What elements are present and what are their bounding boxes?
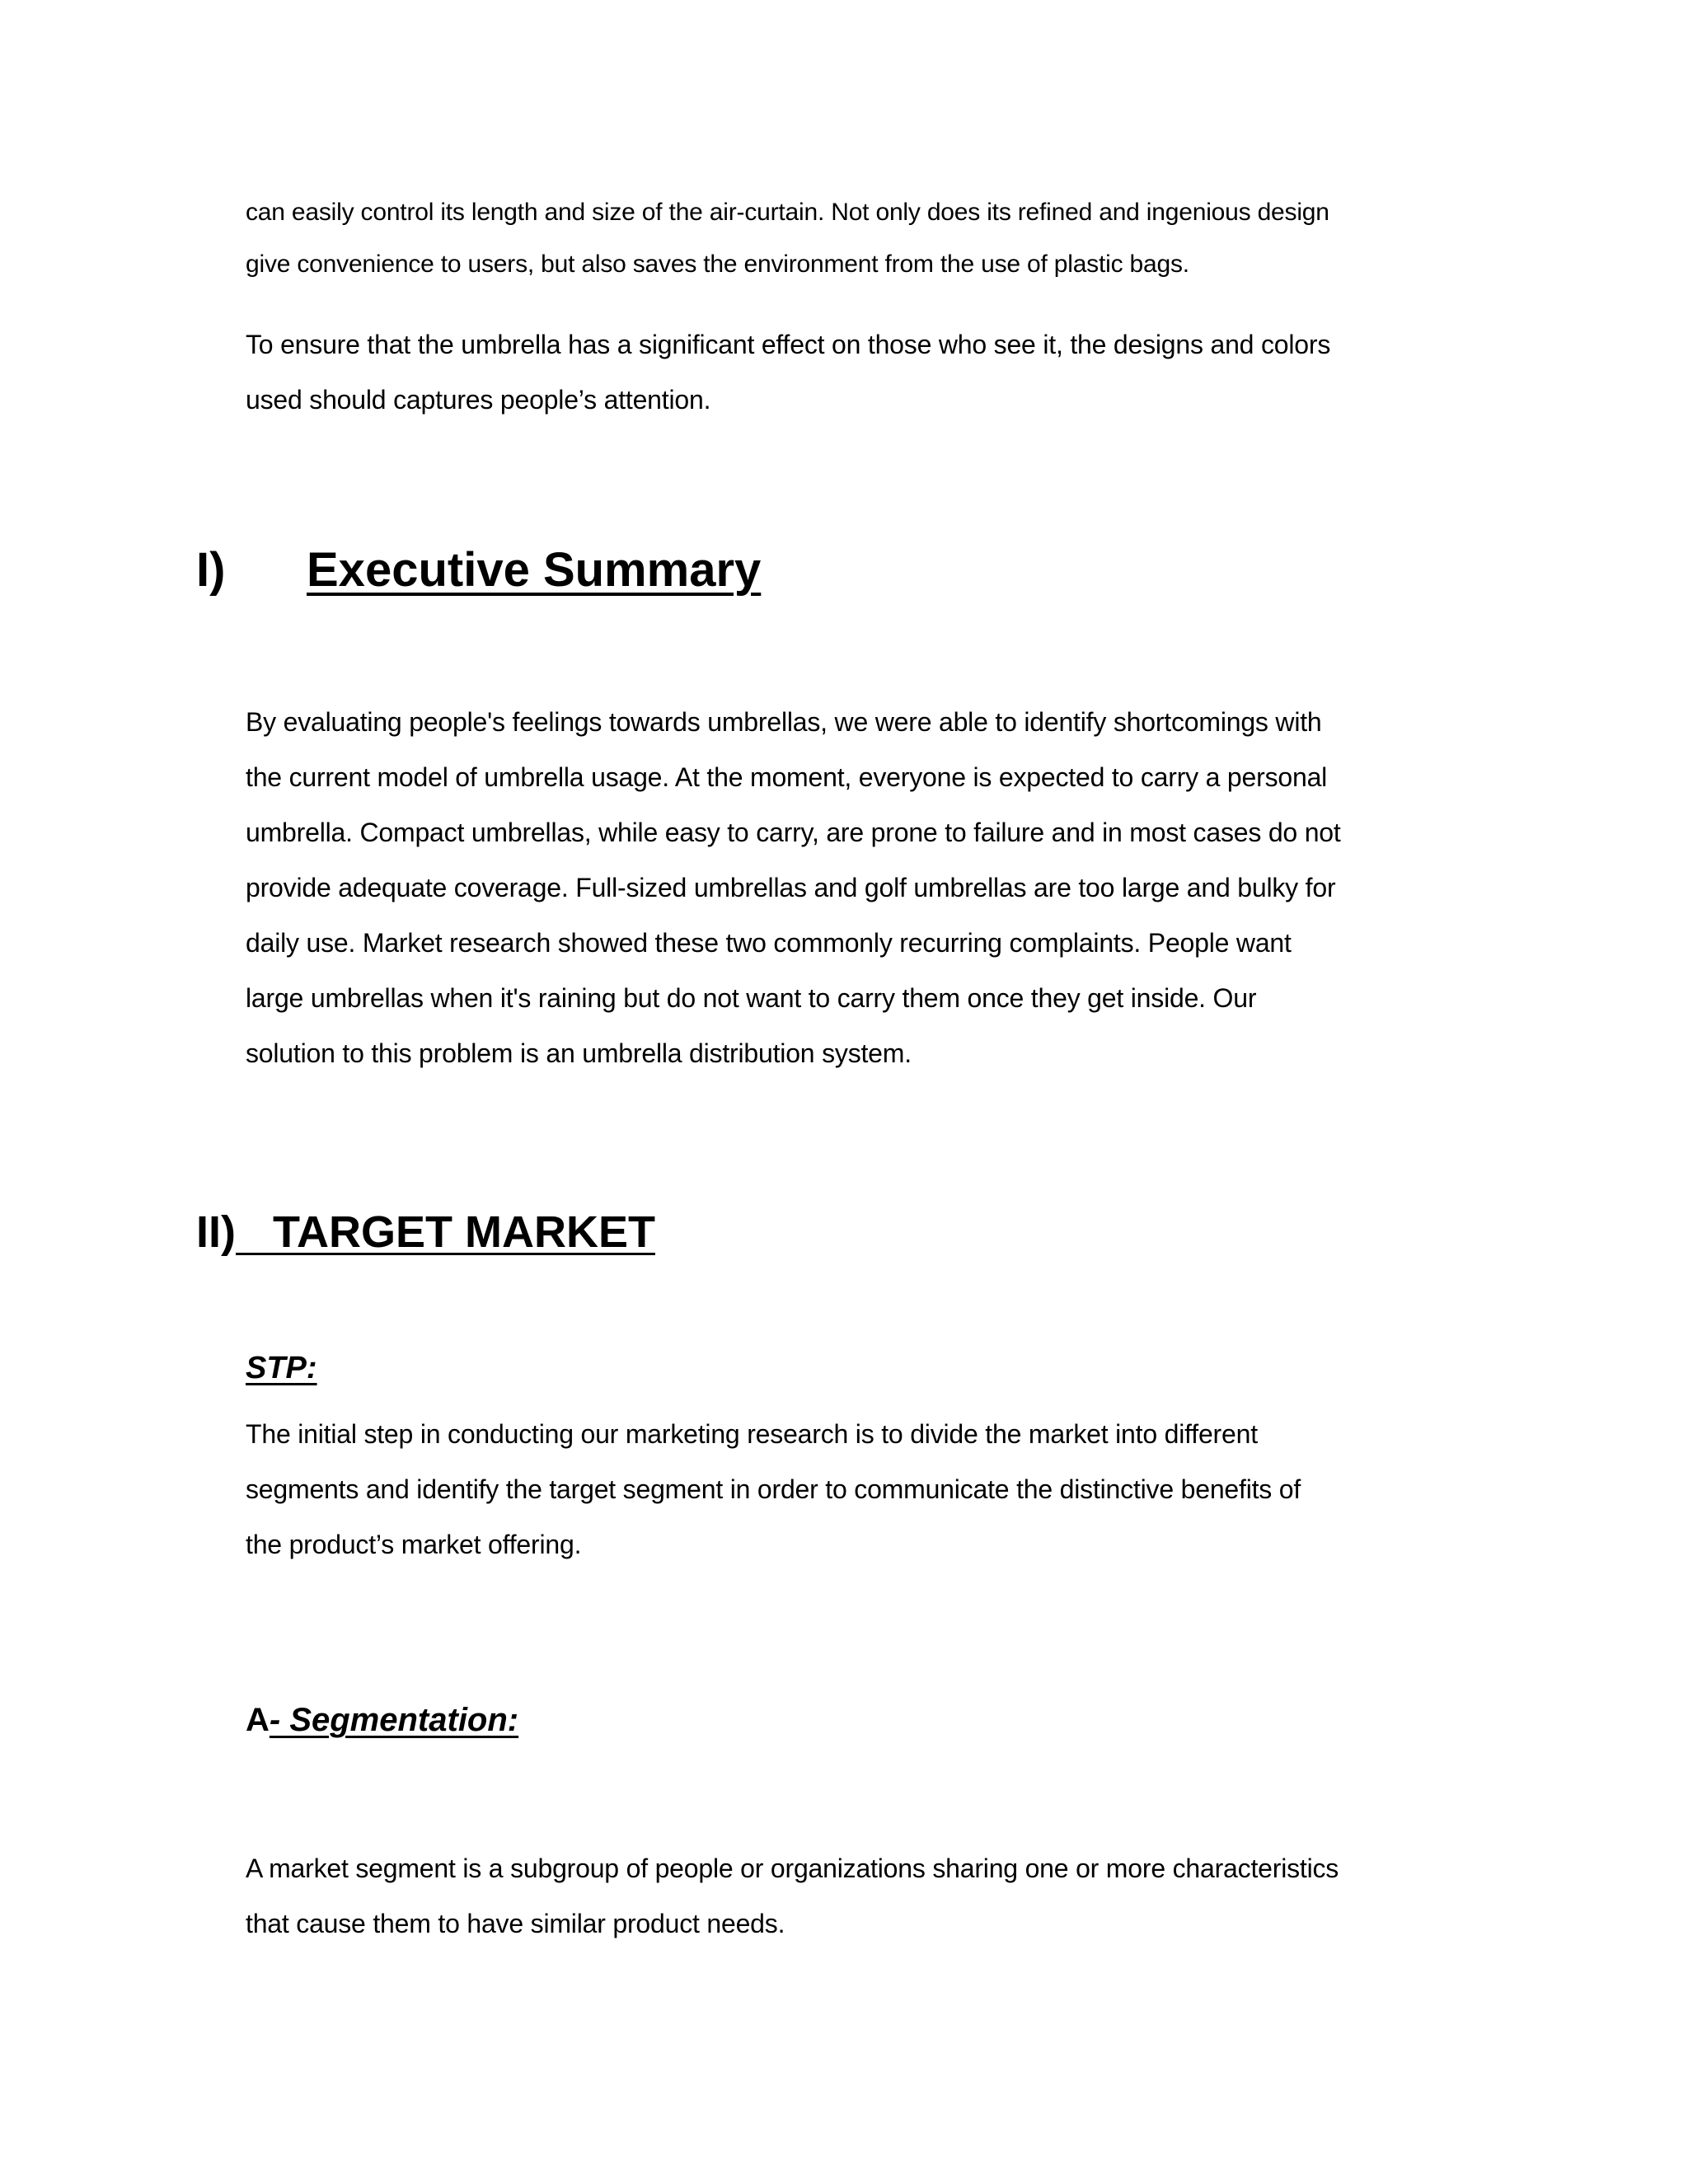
text-line: The initial step in conducting our marketing research is to divide the market into different (246, 1419, 1258, 1449)
text-line: give convenience to users, but also saves the environment from the use of plastic bags. (246, 251, 1189, 278)
attention-paragraph (246, 317, 1449, 428)
stp-paragraph (246, 1407, 1449, 1572)
text-line: the current model of umbrella usage. At the moment, everyone is expected to carry a personal (246, 762, 1328, 792)
stp-heading: STP: (246, 1351, 317, 1385)
text-line: can easily control its length and size of the air-curtain. Not only does its refined and ingenious design (246, 199, 1329, 226)
section1-title: Executive Summary (307, 543, 762, 597)
segmentation-heading (246, 1698, 518, 1742)
segmentation-title: - Segmentation: (269, 1702, 519, 1738)
section2-number: II) (196, 1207, 236, 1257)
section1-number: I) (196, 543, 226, 597)
text-line: that cause them to have similar product needs. (246, 1909, 785, 1938)
text-line: By evaluating people's feelings towards umbrellas, we were able to identify shortcomings with (246, 707, 1322, 737)
text-line: solution to this problem is an umbrella distribution system. (246, 1038, 912, 1068)
text-line: To ensure that the umbrella has a significant effect on those who see it, the designs and colors (246, 330, 1331, 359)
text-line: umbrella. Compact umbrellas, while easy to carry, are prone to failure and in most cases do not (246, 818, 1341, 847)
executive-summary-paragraph (246, 695, 1449, 1081)
section2-title: TARGET MARKET (236, 1207, 655, 1257)
text-line: A market segment is a subgroup of people or organizations sharing one or more characteristics (246, 1854, 1339, 1883)
segmentation-prefix: A (246, 1702, 270, 1738)
text-line: segments and identify the target segment in order to communicate the distinctive benefits of (246, 1474, 1301, 1504)
text-line: large umbrellas when it's raining but do not want to carry them once they get inside. Our (246, 983, 1257, 1013)
intro-paragraph (246, 186, 1449, 290)
section2-heading (196, 1203, 655, 1261)
text-line: provide adequate coverage. Full-sized umbrellas and golf umbrellas are too large and bulky for (246, 873, 1336, 902)
text-line: daily use. Market research showed these two commonly recurring complaints. People want (246, 928, 1292, 958)
text-line: used should captures people’s attention. (246, 385, 711, 415)
text-line: the product’s market offering. (246, 1530, 582, 1559)
segmentation-paragraph (246, 1841, 1449, 1952)
